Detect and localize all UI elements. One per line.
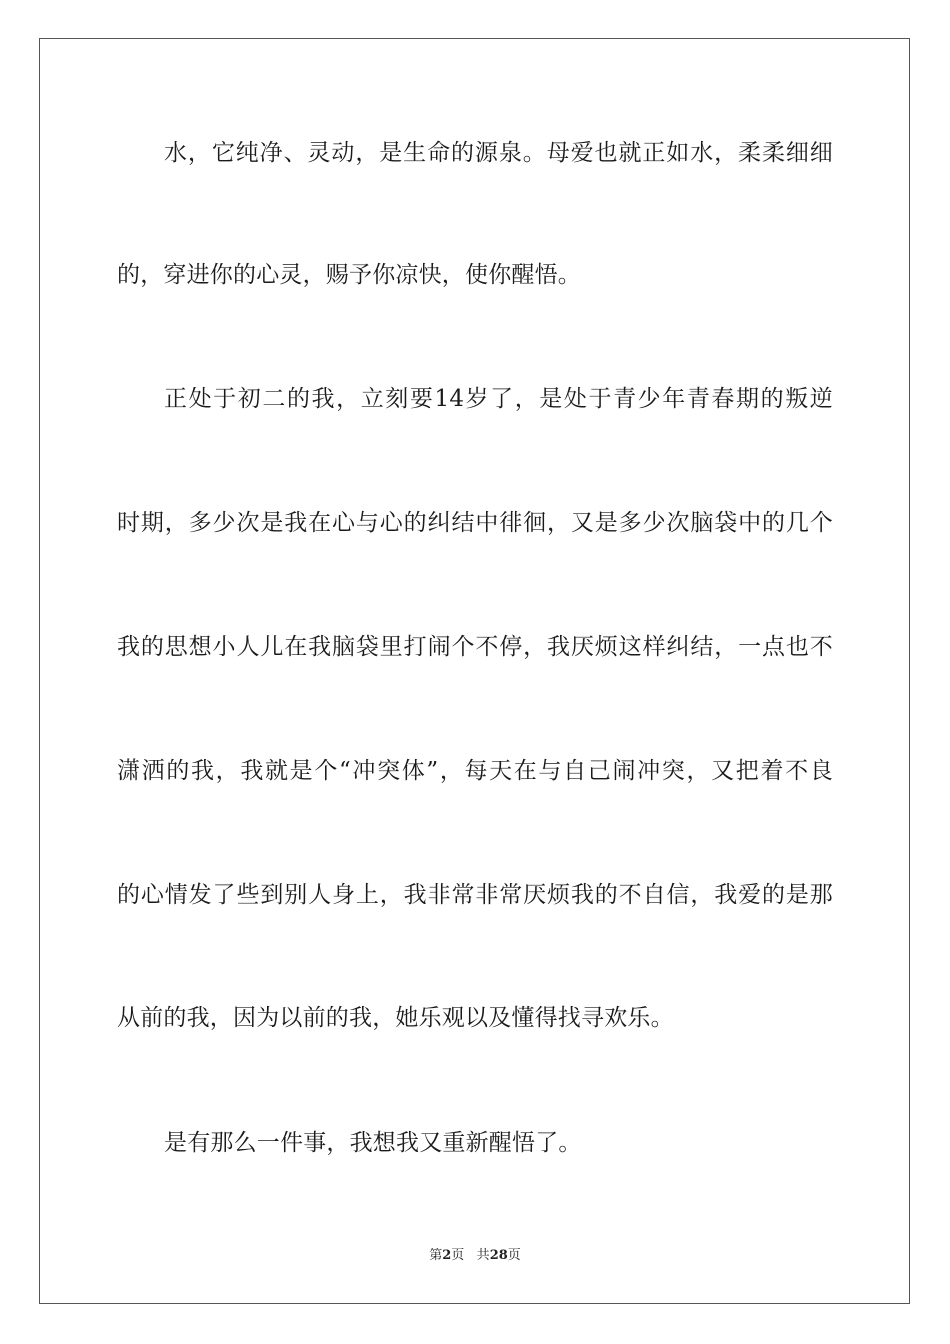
paragraph-3-line-1: 是有那么一件事，我想我又重新醒悟了。 — [164, 1130, 582, 1156]
paragraph-2-line-5: 的心情发了些到别人身上，我非常非常厌烦我的不自信，我爱的是那 — [117, 882, 833, 908]
page-footer — [0, 1247, 950, 1265]
paragraph-2-line-2: 时期，多少次是我在心与心的纠结中徘徊，又是多少次脑袋中的几个 — [117, 510, 833, 536]
page-prefix: 第 — [429, 1248, 443, 1263]
paragraph-1-line-2: 的，穿进你的心灵，赐予你凉快，使你醒悟。 — [117, 262, 581, 288]
total-suffix: 页 — [507, 1248, 521, 1263]
paragraph-1-line-1: 水，它纯净、灵动，是生命的源泉。母爱也就正如水，柔柔细细 — [164, 140, 833, 166]
paragraph-2-line-4: 潇洒的我，我就是个“冲突体”，每天在与自己闹冲突，又把着不良 — [117, 758, 833, 784]
page-number: 2 — [442, 1248, 452, 1263]
total-prefix: 共 — [476, 1248, 490, 1263]
page-suffix: 页 — [451, 1248, 465, 1263]
paragraph-2-line-1: 正处于初二的我，立刻要14岁了，是处于青少年青春期的叛逆 — [164, 386, 833, 412]
paragraph-2-line-6: 从前的我，因为以前的我，她乐观以及懂得找寻欢乐。 — [117, 1005, 674, 1031]
page-frame — [39, 38, 910, 1304]
total-pages: 28 — [489, 1248, 508, 1263]
paragraph-2-line-3: 我的思想小人儿在我脑袋里打闹个不停，我厌烦这样纠结，一点也不 — [117, 634, 833, 660]
